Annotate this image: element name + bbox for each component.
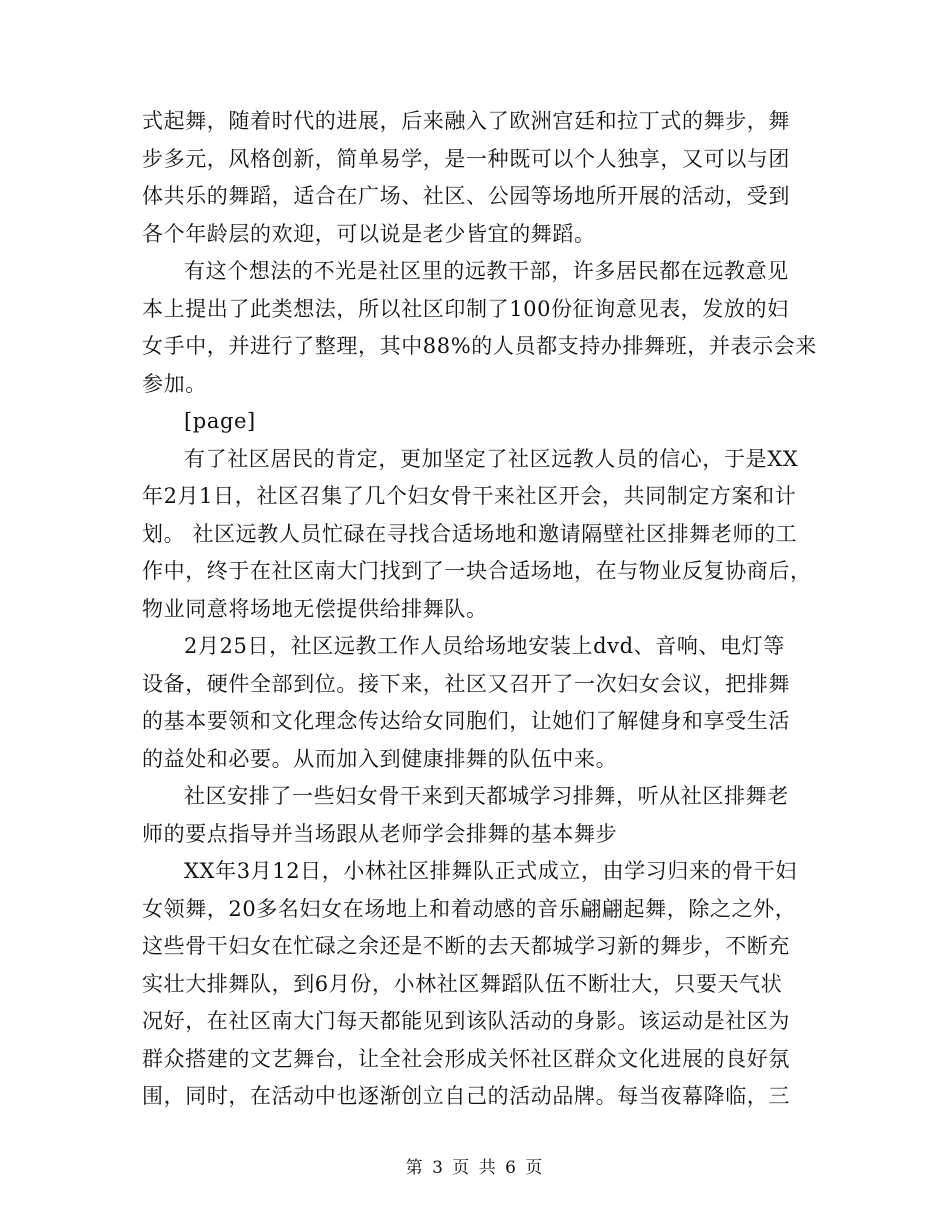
page-footer: 第 3 页 共 6 页 (405, 1158, 545, 1178)
text-line: 体共乐的舞蹈，适合在广场、社区、公园等场地所开展的活动，受到 (142, 184, 790, 208)
text-line: 2月25日，社区远教工作人员给场地安装上dvd、音响、电灯等 (184, 634, 785, 658)
text-line: 的益处和必要。从而加入到健康排舞的队伍中来。 (142, 746, 618, 771)
text-line: 社区安排了一些妇女骨干来到天都城学习排舞，听从社区排舞老 (184, 784, 789, 808)
text-line: 式起舞，随着时代的进展，后来融入了欧洲宫廷和拉丁式的舞步，舞 (142, 109, 790, 133)
text-line: 女领舞，20多名妇女在场地上和着动感的音乐翩翩起舞，除之之外， (142, 896, 797, 921)
text-line: 各个年龄层的欢迎，可以说是老少皆宜的舞蹈。 (142, 221, 596, 246)
text-line: 步多元，风格创新，简单易学，是一种既可以个人独享，又可以与团 (142, 146, 790, 171)
body-text (142, 103, 817, 1116)
text-line: 群众搭建的文艺舞台，让全社会形成关怀社区群众文化进展的良好氛 (142, 1046, 790, 1071)
text-line: 作中，终于在社区南大门找到了一块合适场地，在与物业反复协商后， (142, 559, 812, 583)
text-line: 年2月1日，社区召集了几个妇女骨干来社区开会，共同制定方案和计 (142, 484, 797, 508)
text-line: 划。 社区远教人员忙碌在寻找合适场地和邀请隔壁社区排舞老师的工 (142, 521, 798, 546)
text-line: 有了社区居民的肯定，更加坚定了社区远教人员的信心，于是XX (184, 446, 799, 471)
text-line: 物业同意将场地无偿提供给排舞队。 (142, 596, 488, 621)
text-line: 参加。 (142, 371, 207, 396)
text-line: [page] (184, 409, 256, 433)
text-line: 的基本要领和文化理念传达给女同胞们，让她们了解健身和享受生活 (142, 709, 790, 733)
text-line: 况好，在社区南大门每天都能见到该队活动的身影。该运动是社区为 (142, 1009, 790, 1033)
text-line: 女手中，并进行了整理，其中88%的人员都支持办排舞班，并表示会来 (142, 334, 817, 358)
text-line: 有这个想法的不光是社区里的远教干部，许多居民都在远教意见 (184, 259, 789, 283)
text-line: 师的要点指导并当场跟从老师学会排舞的基本舞步 (142, 821, 618, 846)
text-line: 实壮大排舞队，到6月份，小林社区舞蹈队伍不断壮大，只要天气状 (142, 971, 783, 996)
text-line: 本上提出了此类想法，所以社区印制了100份征询意见表，发放的妇 (142, 296, 789, 321)
text-line: 设备，硬件全部到位。接下来，社区又召开了一次妇女会议，把排舞 (142, 671, 790, 696)
text-line: XX年3月12日，小林社区排舞队正式成立，由学习归来的骨干妇 (184, 859, 797, 883)
text-line: 这些骨干妇女在忙碌之余还是不断的去天都城学习新的舞步，不断充 (142, 934, 790, 958)
text-line: 围，同时，在活动中也逐渐创立自己的活动品牌。每当夜幕降临，三 (142, 1084, 790, 1108)
